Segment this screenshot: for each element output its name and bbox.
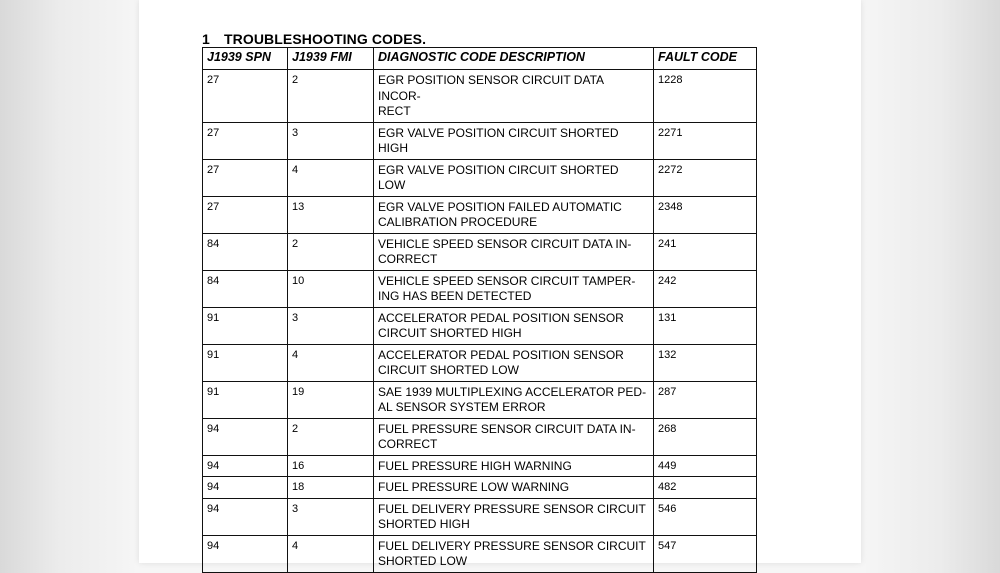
table-header-row bbox=[203, 48, 757, 70]
table-row bbox=[203, 535, 757, 572]
cell-spn: 91 bbox=[203, 344, 288, 381]
cell-fault-code: 2272 bbox=[654, 159, 757, 196]
description-line-1: SAE 1939 MULTIPLEXING ACCELERATOR PED- bbox=[378, 384, 647, 399]
cell-spn: 27 bbox=[203, 70, 288, 123]
description-line-1: ACCELERATOR PEDAL POSITION SENSOR bbox=[378, 310, 624, 325]
table-row bbox=[203, 307, 757, 344]
cell-description bbox=[374, 535, 654, 572]
cell-fault-code: 2348 bbox=[654, 196, 757, 233]
cell-spn: 94 bbox=[203, 498, 288, 535]
cell-spn: 91 bbox=[203, 381, 288, 418]
description-line-1: EGR VALVE POSITION CIRCUIT SHORTED bbox=[378, 125, 619, 140]
description-line-1: EGR POSITION SENSOR CIRCUIT DATA INCOR- bbox=[378, 73, 604, 103]
section-heading bbox=[202, 31, 426, 47]
document-page bbox=[139, 0, 861, 568]
cell-fault-code: 132 bbox=[654, 344, 757, 381]
table-row bbox=[203, 344, 757, 381]
table-row bbox=[203, 122, 757, 159]
cell-description bbox=[374, 307, 654, 344]
cell-spn: 84 bbox=[203, 233, 288, 270]
description-line-1: FUEL PRESSURE HIGH WARNING bbox=[378, 458, 572, 473]
cell-fault-code: 242 bbox=[654, 270, 757, 307]
cell-fmi: 4 bbox=[288, 535, 374, 572]
troubleshooting-codes-table bbox=[202, 47, 757, 573]
cell-fault-code: 268 bbox=[654, 418, 757, 455]
description-line-2: HIGH bbox=[378, 141, 408, 155]
description-line-1: VEHICLE SPEED SENSOR CIRCUIT TAMPER- bbox=[378, 273, 636, 288]
cell-fmi: 16 bbox=[288, 455, 374, 477]
description-line-1: EGR VALVE POSITION FAILED AUTOMATIC bbox=[378, 199, 622, 214]
header-fault-code: FAULT CODE bbox=[654, 48, 757, 70]
table-row bbox=[203, 159, 757, 196]
cell-description bbox=[374, 196, 654, 233]
description-line-2: CALIBRATION PROCEDURE bbox=[378, 215, 538, 229]
cell-description bbox=[374, 270, 654, 307]
cell-spn: 27 bbox=[203, 159, 288, 196]
cell-fmi: 2 bbox=[288, 70, 374, 123]
cell-description bbox=[374, 159, 654, 196]
cell-fmi: 3 bbox=[288, 498, 374, 535]
cell-fmi: 3 bbox=[288, 122, 374, 159]
cell-description bbox=[374, 381, 654, 418]
cell-description bbox=[374, 233, 654, 270]
cell-fmi: 4 bbox=[288, 159, 374, 196]
description-line-2: CIRCUIT SHORTED LOW bbox=[378, 363, 519, 377]
table-row bbox=[203, 70, 757, 123]
cell-fault-code: 546 bbox=[654, 498, 757, 535]
description-line-1: FUEL PRESSURE LOW WARNING bbox=[378, 480, 570, 494]
description-line-2: ING HAS BEEN DETECTED bbox=[378, 289, 532, 303]
description-line-1: FUEL PRESSURE SENSOR CIRCUIT DATA IN- bbox=[378, 421, 636, 436]
description-line-2: AL SENSOR SYSTEM ERROR bbox=[378, 400, 546, 414]
cell-fault-code: 287 bbox=[654, 381, 757, 418]
cell-fmi: 19 bbox=[288, 381, 374, 418]
cell-spn: 27 bbox=[203, 196, 288, 233]
cell-spn: 94 bbox=[203, 418, 288, 455]
description-line-1: FUEL DELIVERY PRESSURE SENSOR CIRCUIT bbox=[378, 538, 646, 553]
description-line-2: SHORTED HIGH bbox=[378, 517, 470, 531]
cell-description bbox=[374, 477, 654, 499]
cell-fmi: 10 bbox=[288, 270, 374, 307]
description-line-2: CIRCUIT SHORTED HIGH bbox=[378, 326, 522, 340]
section-title: TROUBLESHOOTING CODES. bbox=[224, 31, 427, 47]
cell-spn: 27 bbox=[203, 122, 288, 159]
description-line-2: CORRECT bbox=[378, 252, 438, 266]
table-row bbox=[203, 498, 757, 535]
cell-fault-code: 241 bbox=[654, 233, 757, 270]
cell-description bbox=[374, 418, 654, 455]
cell-fault-code: 2271 bbox=[654, 122, 757, 159]
description-line-2: SHORTED LOW bbox=[378, 554, 468, 568]
cell-fault-code: 449 bbox=[654, 455, 757, 477]
cell-fmi: 13 bbox=[288, 196, 374, 233]
header-spn: J1939 SPN bbox=[203, 48, 288, 70]
header-fmi: J1939 FMI bbox=[288, 48, 374, 70]
cell-fault-code: 1228 bbox=[654, 70, 757, 123]
cell-spn: 84 bbox=[203, 270, 288, 307]
header-description: DIAGNOSTIC CODE DESCRIPTION bbox=[374, 48, 654, 70]
description-line-1: EGR VALVE POSITION CIRCUIT SHORTED LOW bbox=[378, 162, 619, 192]
table-row bbox=[203, 381, 757, 418]
table-row bbox=[203, 233, 757, 270]
cell-fault-code: 482 bbox=[654, 477, 757, 499]
cell-fmi: 2 bbox=[288, 418, 374, 455]
cell-fmi: 18 bbox=[288, 477, 374, 499]
cell-description bbox=[374, 498, 654, 535]
table-row bbox=[203, 477, 757, 499]
cell-description bbox=[374, 70, 654, 123]
cell-spn: 94 bbox=[203, 455, 288, 477]
cell-fault-code: 547 bbox=[654, 535, 757, 572]
cell-fault-code: 131 bbox=[654, 307, 757, 344]
cell-description bbox=[374, 122, 654, 159]
table-row bbox=[203, 455, 757, 477]
table-row bbox=[203, 418, 757, 455]
description-line-1: VEHICLE SPEED SENSOR CIRCUIT DATA IN- bbox=[378, 236, 632, 251]
cell-spn: 94 bbox=[203, 477, 288, 499]
description-line-2: CORRECT bbox=[378, 437, 438, 451]
cell-spn: 94 bbox=[203, 535, 288, 572]
section-number: 1 bbox=[202, 31, 210, 47]
description-line-2: RECT bbox=[378, 104, 411, 118]
cell-description bbox=[374, 455, 654, 477]
cell-fmi: 4 bbox=[288, 344, 374, 381]
description-line-1: ACCELERATOR PEDAL POSITION SENSOR bbox=[378, 347, 624, 362]
table-row bbox=[203, 270, 757, 307]
table-row bbox=[203, 196, 757, 233]
cell-description bbox=[374, 344, 654, 381]
cell-spn: 91 bbox=[203, 307, 288, 344]
description-line-1: FUEL DELIVERY PRESSURE SENSOR CIRCUIT bbox=[378, 501, 646, 516]
cell-fmi: 3 bbox=[288, 307, 374, 344]
cell-fmi: 2 bbox=[288, 233, 374, 270]
